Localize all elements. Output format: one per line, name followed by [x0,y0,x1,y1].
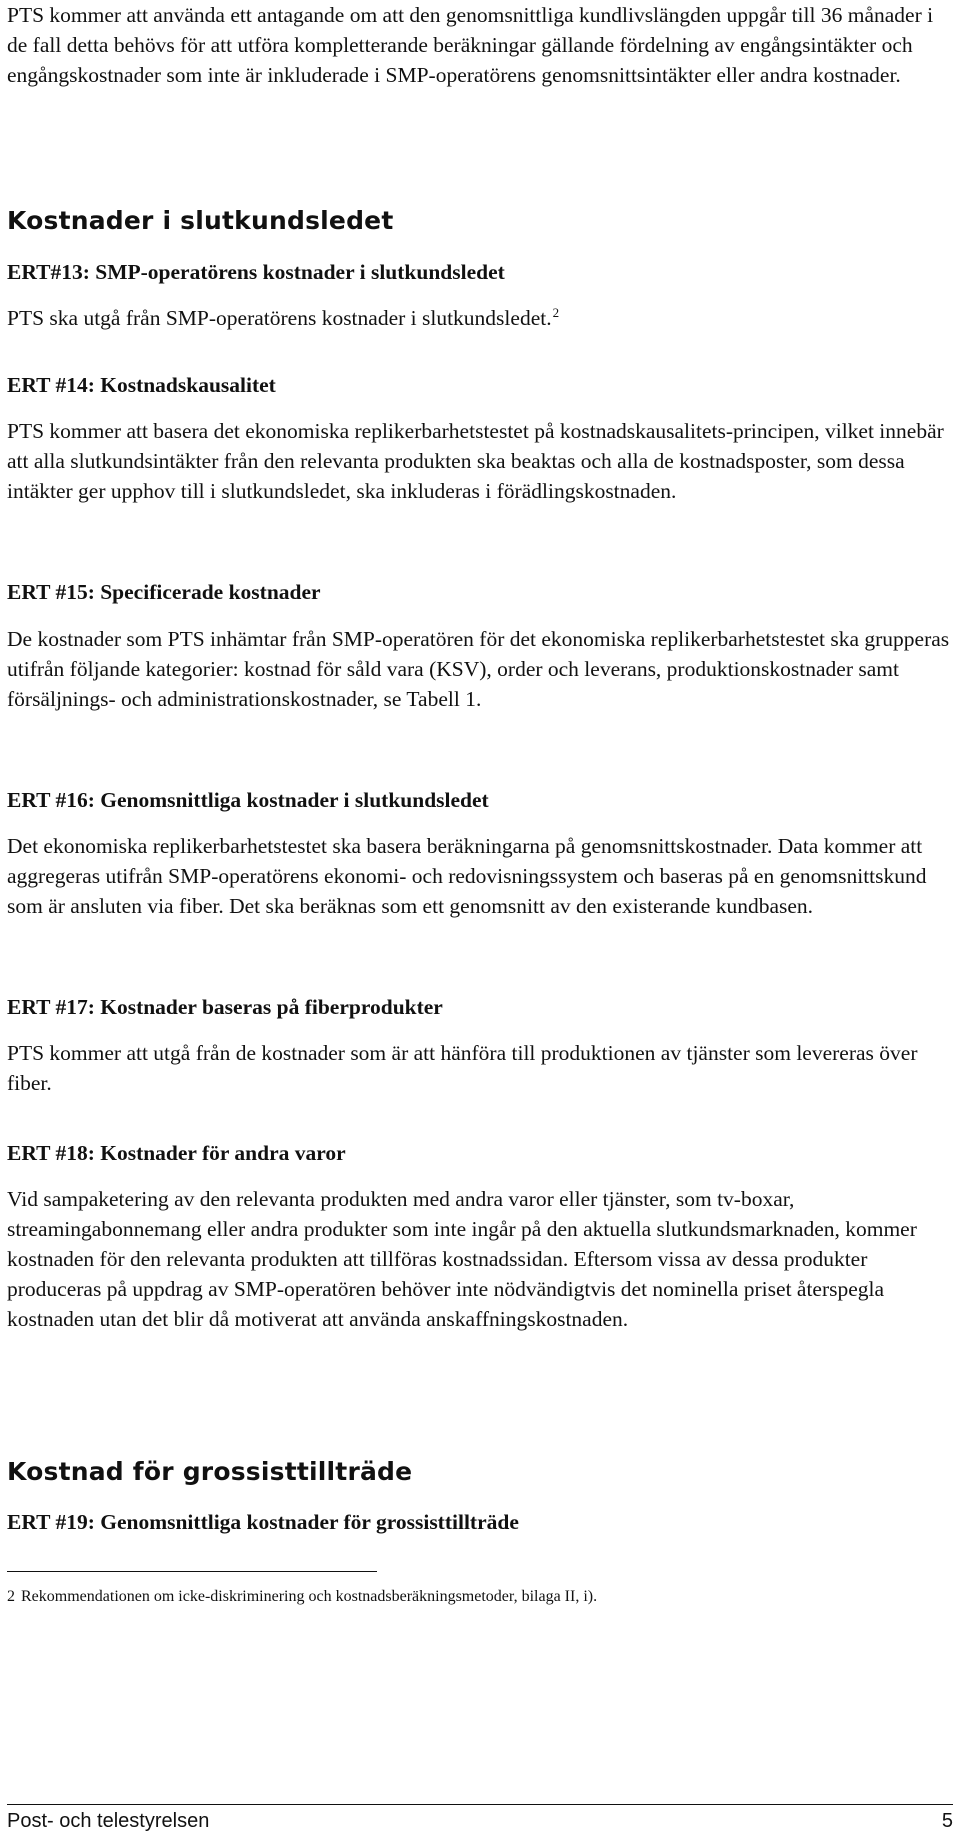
section-heading-kostnader-i-slutkundsledet: Kostnader i slutkundsledet [7,206,394,235]
footer-separator [7,1804,953,1805]
ert13-text: PTS ska utgå från SMP-operatörens kostnader i slutkundsledet. [7,306,552,330]
ert14-title: ERT #14: Kostnadskausalitet [7,373,276,397]
ert15-title: ERT #15: Specificerade kostnader [7,580,321,604]
page-number: 5 [941,1810,953,1832]
ert17-paragraph: PTS kommer att utgå från de kostnader som är att hänföra till produktionen av tjänster som levereras över fiber. [7,1041,918,1095]
footer-organization: Post- och telestyrelsen [7,1810,210,1832]
ert14-paragraph: PTS kommer att basera det ekonomiska replikerbarhetstestet på kostnadskausalitets-principen, vilket innebär att alla slutkundsintäkter från den relevanta produkten ska beaktas och alla de kostnadsposter, som dessa intäkter ger upphov till i slutkundsledet, ska inkluderas i förädlingskostnaden. [7,419,944,503]
footnote-separator [7,1571,377,1572]
ert15-paragraph: De kostnader som PTS inhämtar från SMP-operatören för det ekonomiska replikerbarhetstestet ska grupperas utifrån följande kategorier: kostnad för såld vara (KSV), order och leverans, produktionskostnader samt försäljnings- och administrationskostnader, se Tabell 1. [7,627,950,711]
ert16-paragraph: Det ekonomiska replikerbarhetstestet ska basera beräkningarna på genomsnittskostnader. Data kommer att aggregeras utifrån SMP-operatörens ekonomi- och redovisningssystem och baseras på en genomsnittskund som är ansluten via fiber. Det ska beräknas som ett genomsnitt av den existerande kundbasen. [7,834,927,918]
footnote [7,1586,597,1608]
ert19-title: ERT #19: Genomsnittliga kostnader för grossisttillträde [7,1510,519,1534]
footnote-text: Rekommendationen om icke-diskriminering och kostnadsberäkningsmetoder, bilaga II, i). [21,1588,598,1605]
ert17-title: ERT #17: Kostnader baseras på fiberprodukter [7,995,443,1019]
intro-paragraph: PTS kommer att använda ett antagande om att den genomsnittliga kundlivslängden uppgår till 36 månader i de fall detta behövs för att utföra kompletterande beräkningar gällande fördelning av engångsintäkter och engångskostnader som inte är inkluderade i SMP-operatörens genomsnittsintäkter eller andra kostnader. [7,3,934,87]
ert13-paragraph [7,303,559,333]
ert13-title: ERT#13: SMP-operatörens kostnader i slutkundsledet [7,260,505,284]
ert18-title: ERT #18: Kostnader för andra varor [7,1141,346,1165]
ert18-paragraph: Vid sampaketering av den relevanta produkten med andra varor eller tjänster, som tv-boxar, streamingabonnemang eller andra produkter som inte ingår på den aktuella slutkundsmarknaden, kommer kostnaden för den relevanta produkten att tillföras kostnadssidan. Eftersom vissa av dessa produkter produceras på uppdrag av SMP-operatören behöver inte nödvändigtvis det nominella priset återspegla kostnaden utan det blir då motiverat att använda anskaffningskostnaden. [7,1187,917,1331]
section-heading-kostnad-for-grossisttilltrade: Kostnad för grossisttillträde [7,1457,413,1486]
footnote-reference[interactable]: 2 [552,304,560,320]
ert16-title: ERT #16: Genomsnittliga kostnader i slutkundsledet [7,788,489,812]
footnote-number: 2 [7,1588,15,1605]
